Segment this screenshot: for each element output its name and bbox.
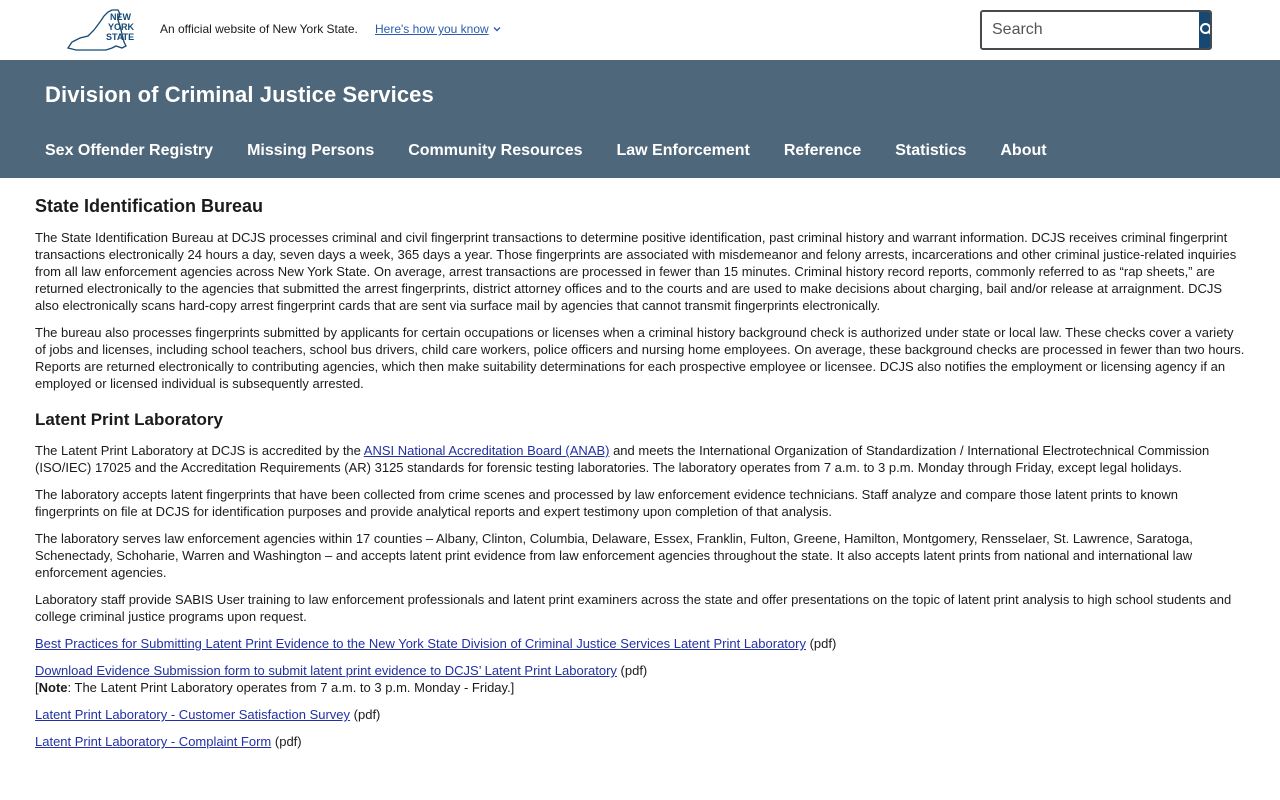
lpl-paragraph-4: Laboratory staff provide SABIS User training to law enforcement professionals and latent print examiners across the state and offer presentations on the topic of latent print analysis to high school students and college criminal justice programs upon request. — [35, 592, 1232, 624]
logo-line-york: YORK — [108, 22, 135, 32]
main-content — [0, 178, 1280, 750]
pdf-label: (pdf) — [350, 707, 381, 722]
search-form — [980, 10, 1212, 50]
nav-about[interactable]: About — [1000, 142, 1047, 159]
nav-missing-persons[interactable]: Missing Persons — [247, 142, 375, 159]
search-button[interactable] — [1199, 12, 1212, 48]
nys-logo-icon[interactable] — [66, 8, 142, 52]
sib-heading: State Identification Bureau — [35, 196, 264, 216]
official-website-text: An official website of New York State. — [160, 22, 358, 36]
lpl-paragraph-1 — [35, 442, 1245, 476]
lpl-paragraph-2: The laboratory accepts latent fingerprints that have been collected from crime scenes and processed by law enforcement evidence technicians. Staff analyze and compare those latent prints to known fingerprints on file at DCJS for identification purposes and provide analytical reports and expert testimony upon completion of that analysis. — [35, 487, 1178, 519]
nav-law-enforcement[interactable]: Law Enforcement — [616, 142, 750, 159]
lpl-paragraph-3: The laboratory serves law enforcement agencies within 17 counties – Albany, Clinton, Columbia, Delaware, Essex, Franklin, Fulton, Greene, Hamilton, Montgomery, Rensselaer, St. Lawrence, Saratoga, Schenectady, Schoharie, Warren and Washington – and accepts latent print evidence from law enforcement agencies throughout the state. It also accepts latent prints from national and international law enforcement agencies. — [35, 531, 1193, 580]
download-form-row — [35, 662, 1245, 696]
logo-line-new: NEW — [110, 12, 131, 22]
nav-sex-offender-registry[interactable]: Sex Offender Registry — [45, 142, 214, 159]
chevron-down-icon — [492, 24, 502, 34]
how-you-know-label: Here's how you know — [375, 22, 489, 36]
sib-paragraph-2: The bureau also processes fingerprints submitted by applicants for certain occupations or licenses when a criminal history background check is authorized under state or local law. These checks cover a variety of jobs and licenses, including school teachers, school bus drivers, child care workers, police officers and nursing home employees. On average, these background checks are processed in fewer than two hours. Reports are returned electronically to contributing agencies, which then make suitability determinations for each prospective employee or licensee. DCJS also notifies the employment or licensing agency if an employed or licensed individual is subsequently arrested. — [35, 325, 1245, 391]
pdf-label: (pdf) — [616, 663, 648, 678]
survey-link[interactable]: Latent Print Laboratory - Customer Satisfaction Survey — [35, 707, 351, 722]
note-open: [ — [35, 680, 39, 695]
search-icon — [1199, 22, 1212, 38]
lpl-heading: Latent Print Laboratory — [35, 410, 223, 429]
main-nav — [45, 142, 1081, 160]
note-text: : The Latent Print Laboratory operates from 7 a.m. to 3 p.m. Monday - Friday.] — [67, 680, 515, 695]
sib-paragraph-1: The State Identification Bureau at DCJS processes criminal and civil fingerprint transactions to determine positive identification, past criminal history and warrant information. DCJS receives criminal fingerprint transactions electronically 24 hours a day, seven days a week, 365 days a year. Those fingerprints are associated with misdemeanor and felony arrests, incarcerations and other criminal justice-related inquiries from all law enforcement agencies across New York State. On average, arrest transactions are processed in fewer than 15 minutes. Criminal history record reports, commonly referred to as “rap sheets,” are returned electronically to the agencies that submitted the arrest fingerprints, district attorney offices and to the courts and are used to make decisions about charging, bail and/or release at arraignment. DCJS also electronically scans hard-copy arrest fingerprint cards that are sent via surface mail by agencies that cannot transmit fingerprints electronically. — [35, 230, 1237, 313]
universal-header — [0, 0, 1280, 60]
search-input[interactable] — [982, 12, 1199, 48]
agency-title[interactable]: Division of Criminal Justice Services — [45, 82, 434, 107]
complaint-row — [35, 733, 1245, 750]
note-label: Note — [38, 680, 68, 695]
logo-line-state: STATE — [106, 32, 135, 42]
survey-row — [35, 706, 1245, 723]
how-you-know-toggle[interactable] — [375, 22, 502, 36]
best-practices-row — [35, 635, 1245, 652]
lpl-p1-before: The Latent Print Laboratory at DCJS is accredited by the — [35, 443, 364, 458]
anab-link[interactable]: ANSI National Accreditation Board (ANAB) — [363, 443, 610, 458]
nav-community-resources[interactable]: Community Resources — [408, 142, 583, 159]
pdf-label: (pdf) — [805, 636, 837, 651]
best-practices-link[interactable]: Best Practices for Submitting Latent Print Evidence to the New York State Division of Criminal Justice Services Latent Print Laboratory — [35, 636, 806, 651]
complaint-form-link[interactable]: Latent Print Laboratory - Complaint Form — [35, 734, 272, 749]
nav-reference[interactable]: Reference — [783, 142, 862, 159]
lpl-p1-after: and meets the International Organization of Standardization / International Electrotechnical Commission (ISO/IEC) 17025 and the Accreditation Requirements (AR) 3125 standards for forensic testing laboratories. The laboratory operates from 7 a.m. to 3 p.m. Monday through Friday, except legal holidays. — [35, 443, 1210, 475]
download-form-link[interactable]: Download Evidence Submission form to submit latent print evidence to DCJS’ Latent Print Laboratory — [35, 663, 617, 678]
nav-statistics[interactable]: Statistics — [895, 142, 967, 159]
pdf-label: (pdf) — [271, 734, 302, 749]
agency-header — [0, 60, 1280, 178]
